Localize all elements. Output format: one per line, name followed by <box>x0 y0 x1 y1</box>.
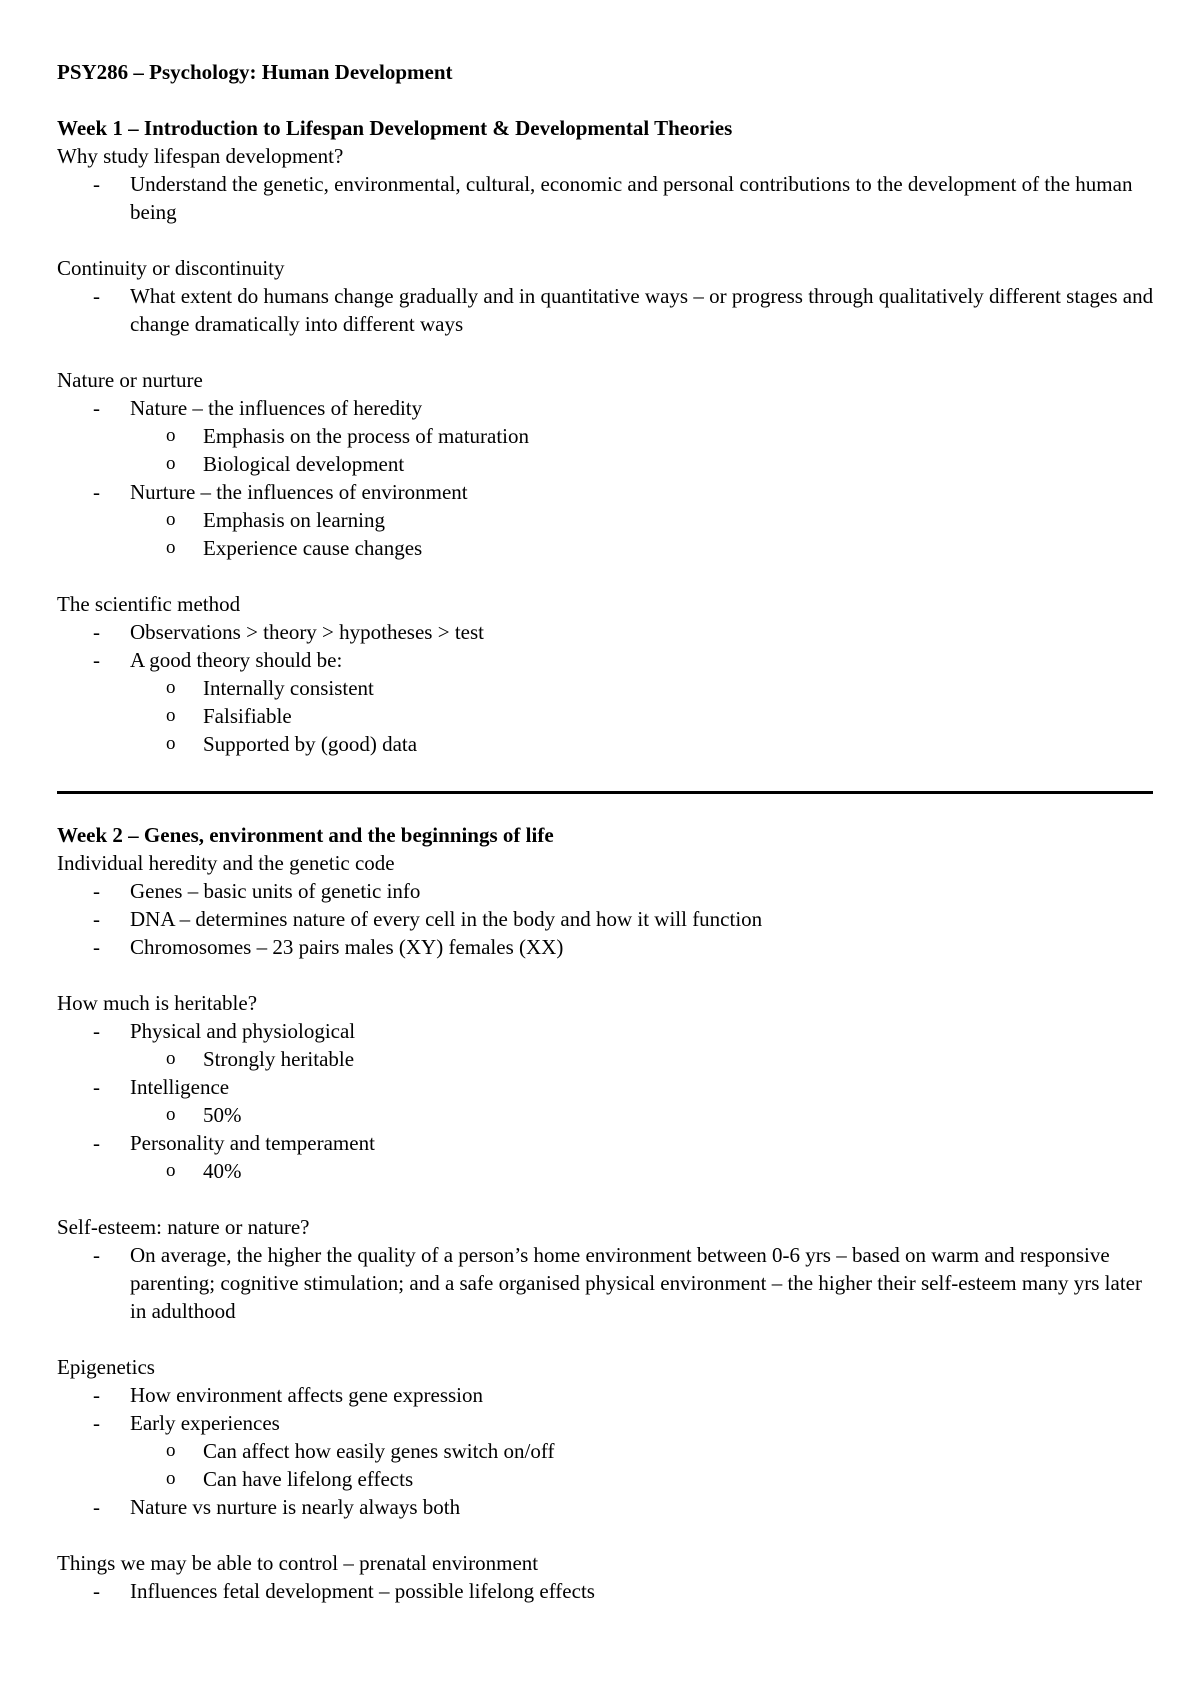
circle-bullet-icon: o <box>166 453 176 474</box>
bullet-item <box>57 877 1155 905</box>
bullet-text: How environment affects gene expression <box>130 1383 484 1407</box>
bullet-item <box>57 933 1155 961</box>
dash-bullet-icon: - <box>93 1411 100 1435</box>
weeks-container <box>57 114 1155 1605</box>
sub-bullet-item <box>130 1045 1155 1073</box>
topic-title: Epigenetics <box>57 1355 155 1379</box>
dash-bullet-icon: - <box>93 879 100 903</box>
dash-bullet-icon: - <box>93 1243 100 1267</box>
bullet-text: A good theory should be: <box>130 648 343 672</box>
sub-bullet-item <box>130 1101 1155 1129</box>
bullet-text: Influences fetal development – possible lifelong effects <box>130 1579 595 1603</box>
bullet-list <box>57 1017 1155 1185</box>
sub-bullet-text: Biological development <box>203 452 405 476</box>
topic-block <box>57 1549 1155 1605</box>
circle-bullet-icon: o <box>166 509 176 530</box>
sub-bullet-item <box>130 674 1155 702</box>
circle-bullet-icon: o <box>166 1160 176 1181</box>
topic-block <box>57 849 1155 961</box>
circle-bullet-icon: o <box>166 1104 176 1125</box>
sub-bullet-item <box>130 506 1155 534</box>
bullet-list <box>57 618 1155 758</box>
spacer <box>57 1521 1155 1549</box>
sub-bullet-text: 50% <box>203 1103 242 1127</box>
bullet-item <box>57 282 1155 338</box>
topic-block <box>57 366 1155 562</box>
bullet-list <box>57 1577 1155 1605</box>
bullet-item <box>57 1409 1155 1493</box>
week-section <box>57 821 1155 1605</box>
circle-bullet-icon: o <box>166 537 176 558</box>
bullet-item <box>57 905 1155 933</box>
sub-bullet-text: Supported by (good) data <box>203 732 418 756</box>
document-page <box>57 58 1155 1605</box>
bullet-text: Personality and temperament <box>130 1131 375 1155</box>
bullet-list <box>57 877 1155 961</box>
sub-bullet-text: Falsifiable <box>203 704 292 728</box>
week-heading: Week 2 – Genes, environment and the beginnings of life <box>57 823 554 847</box>
bullet-item <box>57 646 1155 758</box>
topic-title: The scientific method <box>57 592 241 616</box>
spacer <box>57 961 1155 989</box>
topic-block <box>57 142 1155 226</box>
spacer <box>57 86 1155 114</box>
bullet-item <box>57 1577 1155 1605</box>
dash-bullet-icon: - <box>93 1495 100 1519</box>
sub-bullet-item <box>130 450 1155 478</box>
dash-bullet-icon: - <box>93 935 100 959</box>
bullet-text: Nature – the influences of heredity <box>130 396 423 420</box>
topic-block <box>57 1353 1155 1521</box>
topic-title: How much is heritable? <box>57 991 258 1015</box>
course-title: PSY286 – Psychology: Human Development <box>57 60 453 84</box>
sub-bullet-text: Can affect how easily genes switch on/off <box>203 1439 555 1463</box>
circle-bullet-icon: o <box>166 733 176 754</box>
sub-bullet-item <box>130 1465 1155 1493</box>
bullet-list <box>57 1241 1155 1325</box>
dash-bullet-icon: - <box>93 172 100 196</box>
topic-title: Things we may be able to control – prenatal environment <box>57 1551 539 1575</box>
sub-bullet-text: 40% <box>203 1159 242 1183</box>
bullet-list <box>57 394 1155 562</box>
bullet-item <box>57 618 1155 646</box>
sub-bullet-text: Experience cause changes <box>203 536 423 560</box>
sub-bullet-list <box>130 1101 1155 1129</box>
bullet-text: Physical and physiological <box>130 1019 356 1043</box>
sub-bullet-item <box>130 1437 1155 1465</box>
topic-block <box>57 989 1155 1185</box>
bullet-item <box>57 394 1155 478</box>
dash-bullet-icon: - <box>93 620 100 644</box>
dash-bullet-icon: - <box>93 1019 100 1043</box>
sub-bullet-list <box>130 1045 1155 1073</box>
dash-bullet-icon: - <box>93 1075 100 1099</box>
topic-block <box>57 254 1155 338</box>
dash-bullet-icon: - <box>93 1579 100 1603</box>
circle-bullet-icon: o <box>166 1048 176 1069</box>
dash-bullet-icon: - <box>93 1131 100 1155</box>
bullet-list <box>57 282 1155 338</box>
sub-bullet-item <box>130 730 1155 758</box>
bullet-item <box>57 170 1155 226</box>
circle-bullet-icon: o <box>166 425 176 446</box>
bullet-item <box>57 478 1155 562</box>
bullet-text: Observations > theory > hypotheses > test <box>130 620 484 644</box>
dash-bullet-icon: - <box>93 907 100 931</box>
topic-title: Nature or nurture <box>57 368 203 392</box>
bullet-text: Understand the genetic, environmental, cultural, economic and personal contributions to the development of the human being <box>130 172 1133 224</box>
bullet-item <box>57 1493 1155 1521</box>
bullet-item <box>57 1017 1155 1073</box>
topic-block <box>57 1213 1155 1325</box>
bullet-text: On average, the higher the quality of a person’s home environment between 0-6 yrs – based on warm and responsive parenting; cognitive stimulation; and a safe organised physical environment – the higher their self-esteem many yrs later in adulthood <box>130 1243 1142 1323</box>
bullet-text: What extent do humans change gradually and in quantitative ways – or progress through qualitatively different stages and change dramatically into different ways <box>130 284 1154 336</box>
circle-bullet-icon: o <box>166 705 176 726</box>
bullet-item <box>57 1073 1155 1129</box>
bullet-text: Genes – basic units of genetic info <box>130 879 421 903</box>
spacer <box>57 562 1155 590</box>
sub-bullet-text: Emphasis on the process of maturation <box>203 424 530 448</box>
bullet-item <box>57 1381 1155 1409</box>
bullet-item <box>57 1129 1155 1185</box>
circle-bullet-icon: o <box>166 1468 176 1489</box>
topic-title: Why study lifespan development? <box>57 144 344 168</box>
dash-bullet-icon: - <box>93 648 100 672</box>
sub-bullet-item <box>130 1157 1155 1185</box>
bullet-text: Nature vs nurture is nearly always both <box>130 1495 461 1519</box>
bullet-list <box>57 170 1155 226</box>
sub-bullet-text: Strongly heritable <box>203 1047 355 1071</box>
dash-bullet-icon: - <box>93 1383 100 1407</box>
sub-bullet-item <box>130 702 1155 730</box>
circle-bullet-icon: o <box>166 677 176 698</box>
circle-bullet-icon: o <box>166 1440 176 1461</box>
bullet-text: Nurture – the influences of environment <box>130 480 468 504</box>
sub-bullet-text: Internally consistent <box>203 676 374 700</box>
spacer <box>57 226 1155 254</box>
dash-bullet-icon: - <box>93 396 100 420</box>
bullet-text: Early experiences <box>130 1411 280 1435</box>
spacer <box>57 338 1155 366</box>
bullet-list <box>57 1381 1155 1521</box>
section-divider <box>57 791 1153 794</box>
topic-title: Continuity or discontinuity <box>57 256 285 280</box>
week-heading: Week 1 – Introduction to Lifespan Development & Developmental Theories <box>57 116 733 140</box>
dash-bullet-icon: - <box>93 284 100 308</box>
bullet-text: DNA – determines nature of every cell in the body and how it will function <box>130 907 763 931</box>
topic-title: Individual heredity and the genetic code <box>57 851 395 875</box>
dash-bullet-icon: - <box>93 480 100 504</box>
bullet-text: Chromosomes – 23 pairs males (XY) females (XX) <box>130 935 564 959</box>
sub-bullet-text: Can have lifelong effects <box>203 1467 414 1491</box>
bullet-item <box>57 1241 1155 1325</box>
bullet-text: Intelligence <box>130 1075 230 1099</box>
sub-bullet-item <box>130 534 1155 562</box>
sub-bullet-list <box>130 674 1155 758</box>
topic-title: Self-esteem: nature or nature? <box>57 1215 310 1239</box>
sub-bullet-list <box>130 1437 1155 1493</box>
sub-bullet-list <box>130 1157 1155 1185</box>
topic-block <box>57 590 1155 758</box>
week-section <box>57 114 1155 758</box>
sub-bullet-text: Emphasis on learning <box>203 508 385 532</box>
sub-bullet-list <box>130 422 1155 478</box>
spacer <box>57 1185 1155 1213</box>
spacer <box>57 1325 1155 1353</box>
sub-bullet-list <box>130 506 1155 562</box>
sub-bullet-item <box>130 422 1155 450</box>
